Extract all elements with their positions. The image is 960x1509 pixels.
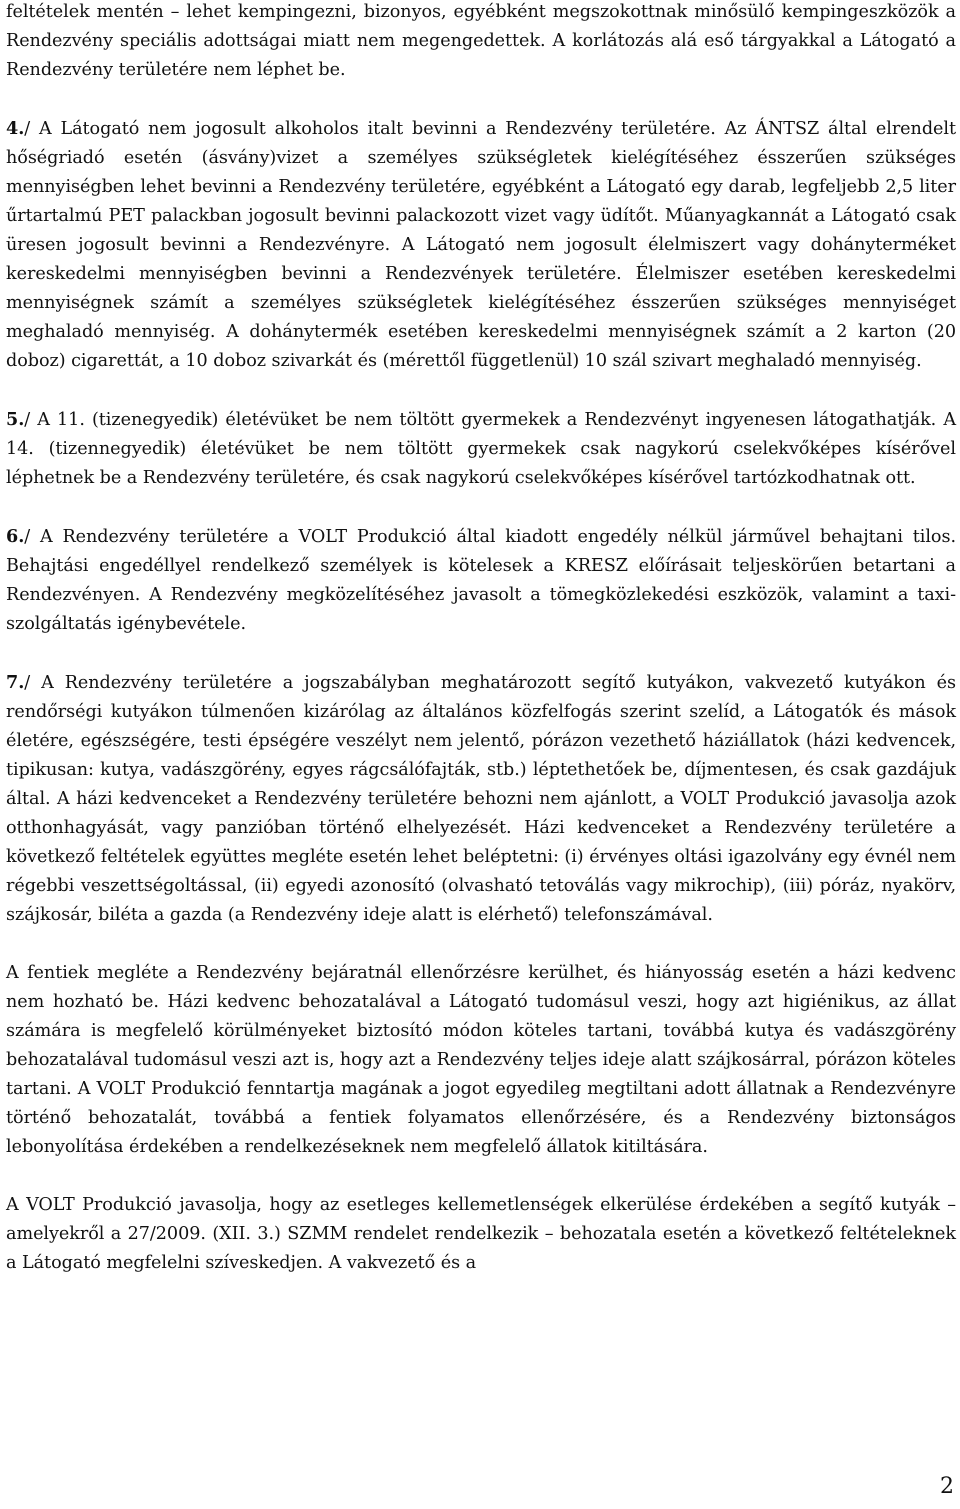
paragraph-section-4 [6, 114, 956, 376]
section-5-number: 5. [6, 409, 25, 430]
paragraph-intro [6, 0, 956, 85]
paragraph-section-7 [6, 668, 956, 930]
assistance-dogs-text: A VOLT Produkció javasolja, hogy az esetleges kellemetlenségek elkerülése érdekében a segítő kutyák – amelyekről a 27/2009. (XII. 3.) SZMM rendelet rendelkezik – behozatala esetén a következő feltételeknek a Látogató megfelelni szíveskedjen. A vakvezető és a [6, 1195, 956, 1273]
section-5-text: / A 11. (tizenegyedik) életévüket be nem töltött gyermekek a Rendezvényt ingyenesen látogathatják. A 14. (tizennegyedik) életévüket be nem töltött gyermekek csak nagykorú cselekvőképes kísérővel léphetnek be a Rendezvény területére, és csak nagykorú cselekvőképes kísérővel tartózkodhatnak ott. [6, 410, 956, 488]
paragraph-assistance-dogs [6, 1191, 956, 1278]
section-4-number: 4. [6, 118, 25, 139]
section-4-text: / A Látogató nem jogosult alkoholos italt bevinni a Rendezvény területére. Az ÁNTSZ által elrendelt hőségriadó esetén (ásvány)vizet a személyes szükségletek kielégítéséhez ésszerűen szükséges mennyiségben lehet bevinni a Rendezvény területére, egyébként a Látogató egy darab, legfeljebb 2,5 liter űrtartalmú PET palackban jogosult bevinni palackozott vizet vagy üdítőt. Műanyagkannát a Látogató csak üresen jogosult bevinni a Rendezvényre. A Látogató nem jogosult élelmiszert vagy dohányterméket kereskedelmi mennyiségben bevinni a Rendezvények területére. Élelmiszer esetében kereskedelmi mennyiségnek számít a személyes szükségletek kielégítéséhez ésszerűen szükséges mennyiséget meghaladó mennyiség. A dohánytermék esetében kereskedelmi mennyiségnek számít a 2 karton (20 doboz) cigarettát, a 10 doboz szivarkát és (mérettől függetlenül) 10 szál szivart meghaladó mennyiség. [6, 119, 956, 371]
section-6-number: 6. [6, 526, 25, 547]
section-7-number: 7. [6, 672, 25, 693]
paragraph-pet-conditions [6, 959, 956, 1162]
section-6-text: / A Rendezvény területére a VOLT Produkció által kiadott engedély nélkül járművel behajtani tilos. Behajtási engedéllyel rendelkező személyek is kötelesek a KRESZ előírásait teljeskörűen betartani a Rendezvényen. A Rendezvény megközelítéséhez javasolt a tömegközlekedési eszközök, valamint a taxi-szolgáltatás igénybevétele. [6, 527, 956, 634]
paragraph-section-6 [6, 522, 956, 639]
paragraph-intro-text: feltételek mentén – lehet kempingezni, bizonyos, egyébként megszokottnak minősülő kempingeszközök a Rendezvény speciális adottságai miatt nem megengedettek. A korlátozás alá eső tárgyakkal a Látogató a Rendezvény területére nem léphet be. [6, 2, 956, 80]
paragraph-section-5 [6, 405, 956, 493]
section-7-text: / A Rendezvény területére a jogszabályban meghatározott segítő kutyákon, vakvezető kutyákon és rendőrségi kutyákon túlmenően kizárólag az általános közfelfogás szerint szelíd, a Látogatók és mások életére, egészségére, testi épségére veszélyt nem jelentő, pórázon vezethető háziállatok (házi kedvencek, tipikusan: kutya, vadászgörény, egyes rágcsálófajták, stb.) léptethetőek be, díjmentesen, és csak gazdájuk által. A házi kedvenceket a Rendezvény területére behozni nem ajánlott, a VOLT Produkció javasolja azok otthonhagyását, vagy panzióban történő elhelyezését. Házi kedvenceket a Rendezvény területére a következő feltételek együttes megléte esetén lehet beléptetni: (i) érvényes oltási igazolvány egy évnél nem régebbi veszettségoltással, (ii) egyedi azonosító (olvasható tetoválás vagy mikrochip), (iii) póráz, nyakörv, szájkosár, biléta a gazda (a Rendezvény ideje alatt is elérhető) telefonszámával. [6, 673, 956, 925]
document-page [6, 0, 956, 1278]
page-number: 2 [940, 1474, 954, 1499]
pet-conditions-text: A fentiek megléte a Rendezvény bejáratnál ellenőrzésre kerülhet, és hiányosság esetén a házi kedvenc nem hozható be. Házi kedvenc behozatalával a Látogató tudomásul veszi, hogy azt higiénikus, az állat számára is megfelelő körülményeket biztosító módon köteles tartani, továbbá kutya és vadászgörény behozatalával tudomásul veszi azt is, hogy azt a Rendezvény teljes ideje alatt szájkosárral, pórázon köteles tartani. A VOLT Produkció fenntartja magának a jogot egyedileg megtiltani adott állatnak a Rendezvényre történő behozatalát, továbbá a fentiek folyamatos ellenőrzésére, és a Rendezvény biztonságos lebonyolítása érdekében a rendelkezéseknek nem megfelelő állatok kitiltására. [6, 963, 956, 1157]
